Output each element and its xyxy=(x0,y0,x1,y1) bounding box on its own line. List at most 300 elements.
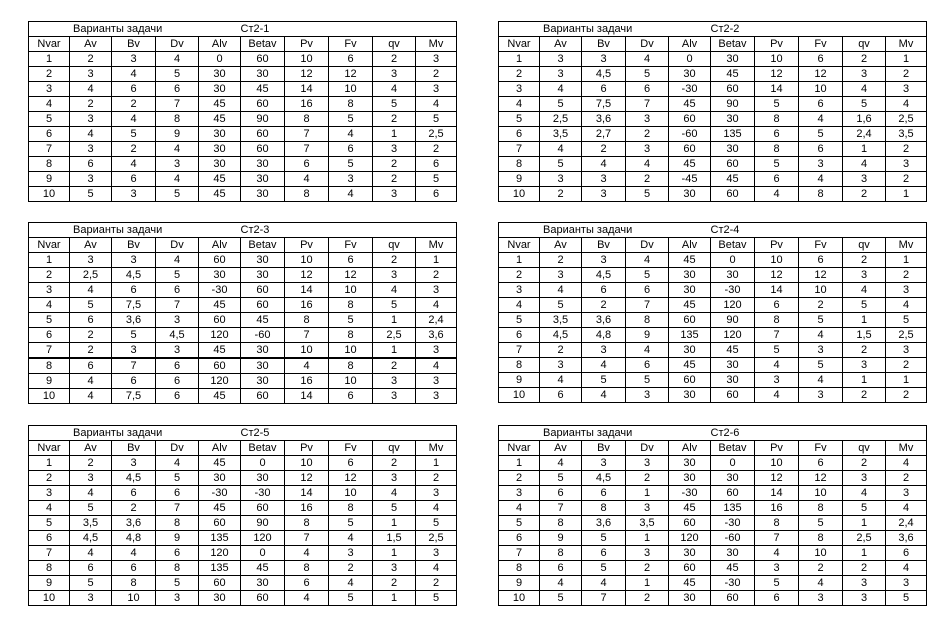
table-title-row xyxy=(499,22,927,37)
table-cell: 4 xyxy=(540,283,582,298)
table-cell: 4 xyxy=(112,157,156,172)
table-cell: 45 xyxy=(669,501,711,516)
table-cell: 4 xyxy=(29,97,70,112)
table-cell: 3,6 xyxy=(112,313,156,328)
table-cell: 2 xyxy=(29,268,70,283)
table-cell: 45 xyxy=(711,561,755,576)
table-cell: 2,5 xyxy=(373,328,416,343)
table-cell: 5 xyxy=(843,501,886,516)
table-cell: 3 xyxy=(112,52,156,67)
table-cell: 7 xyxy=(540,501,582,516)
table-cell: 4 xyxy=(626,343,669,358)
table-cell: 120 xyxy=(241,531,285,546)
table-cell: 5 xyxy=(416,516,457,531)
table-cell: -60 xyxy=(241,328,285,343)
table-cell: 45 xyxy=(711,67,755,82)
table-row xyxy=(499,283,927,298)
table-cell: 1 xyxy=(843,516,886,531)
table-cell: 1 xyxy=(373,127,416,142)
table-cell: 30 xyxy=(711,142,755,157)
column-header: Bv xyxy=(582,441,626,456)
table-cell: 10 xyxy=(755,52,799,67)
table-cell: 4 xyxy=(156,142,199,157)
table-cell: 60 xyxy=(669,516,711,531)
table-cell: 4 xyxy=(886,501,927,516)
table-cell: 3 xyxy=(373,374,416,389)
table-cell: 120 xyxy=(199,328,241,343)
table-cell: 10 xyxy=(285,52,329,67)
table-cell: 3 xyxy=(582,172,626,187)
table-cell: 4 xyxy=(70,546,112,561)
table-cell: 2 xyxy=(799,561,843,576)
table-cell: 30 xyxy=(669,343,711,358)
table-cell: 3 xyxy=(886,486,927,501)
table-id: Ст2-2 xyxy=(710,22,740,35)
column-header: Fv xyxy=(329,238,373,253)
table-cell: 6 xyxy=(499,328,540,343)
table-cell: 4 xyxy=(540,142,582,157)
table-cell: 5 xyxy=(540,97,582,112)
table-cell: 7 xyxy=(29,546,70,561)
table-cell: 8 xyxy=(285,561,329,576)
table-cell: 3,5 xyxy=(626,516,669,531)
table-cell: 7 xyxy=(285,328,329,343)
table-cell: 8 xyxy=(755,516,799,531)
table-cell: 7 xyxy=(156,97,199,112)
column-header: Fv xyxy=(799,441,843,456)
table-cell: 4 xyxy=(373,283,416,298)
table-cell: 2,5 xyxy=(886,112,927,127)
column-header: Pv xyxy=(285,238,329,253)
table-cell: 3,5 xyxy=(70,516,112,531)
table-row xyxy=(499,358,927,373)
table-cell: 8 xyxy=(755,313,799,328)
table-cell: 4 xyxy=(329,531,373,546)
table-cell: 30 xyxy=(199,268,241,283)
table-cell: 45 xyxy=(199,172,241,187)
column-header: Pv xyxy=(755,37,799,52)
table-cell: 3 xyxy=(329,172,373,187)
table-cell: 5 xyxy=(799,127,843,142)
table-cell: 30 xyxy=(711,268,755,283)
table-cell: 4 xyxy=(112,112,156,127)
column-header: Pv xyxy=(285,37,329,52)
table-row xyxy=(499,112,927,127)
table-cell: 10 xyxy=(755,456,799,471)
table-row xyxy=(29,358,457,374)
table-cell: 2,5 xyxy=(843,531,886,546)
column-header: Av xyxy=(540,441,582,456)
table-cell: 4 xyxy=(582,576,626,591)
table-cell: 1 xyxy=(29,52,70,67)
table-cell: 3 xyxy=(29,82,70,97)
table-cell: 8 xyxy=(499,561,540,576)
table-cell: 5 xyxy=(540,298,582,313)
table-cell: 7 xyxy=(29,343,70,359)
column-header: Fv xyxy=(329,441,373,456)
table-cell: 3 xyxy=(70,591,112,606)
table-cell: 16 xyxy=(285,501,329,516)
table-title-row xyxy=(499,426,927,441)
table-cell: 4 xyxy=(755,546,799,561)
table-cell: 3,6 xyxy=(582,313,626,328)
table-cell: 14 xyxy=(285,283,329,298)
table-cell: 120 xyxy=(669,531,711,546)
table-cell: 5 xyxy=(373,501,416,516)
table-cell: 4 xyxy=(285,358,329,374)
table-cell: 5 xyxy=(29,112,70,127)
table-cell: 6 xyxy=(799,456,843,471)
table-header-row xyxy=(29,441,457,456)
table-row xyxy=(499,67,927,82)
table-cell: 3 xyxy=(416,52,457,67)
table-cell: 12 xyxy=(799,268,843,283)
table-cell: 2,7 xyxy=(582,127,626,142)
table-cell: 2 xyxy=(499,67,540,82)
table-cell: 6 xyxy=(156,389,199,404)
table-cell: 3,6 xyxy=(582,112,626,127)
table-cell: 7 xyxy=(626,97,669,112)
table-cell: 1 xyxy=(886,187,927,202)
table-cell: 3 xyxy=(799,591,843,606)
table-cell: 10 xyxy=(285,456,329,471)
table-cell: 2 xyxy=(626,127,669,142)
table-row xyxy=(499,172,927,187)
table-title-label: Варианты задачи xyxy=(543,426,633,439)
column-header: Pv xyxy=(285,441,329,456)
table-cell: 2 xyxy=(886,358,927,373)
table-row xyxy=(29,561,457,576)
table-cell: 6 xyxy=(755,298,799,313)
table-cell: 4 xyxy=(843,82,886,97)
table-cell: 10 xyxy=(285,253,329,268)
column-header: Av xyxy=(540,37,582,52)
column-header: Pv xyxy=(755,238,799,253)
table-cell: 2 xyxy=(843,561,886,576)
table-cell: 45 xyxy=(711,172,755,187)
table-cell: 0 xyxy=(241,456,285,471)
table-cell: 12 xyxy=(755,268,799,283)
table-cell: 8 xyxy=(755,112,799,127)
table-cell: 10 xyxy=(799,82,843,97)
table-cell: 30 xyxy=(711,373,755,388)
table-cell: 3 xyxy=(626,388,669,403)
table-cell: 4 xyxy=(843,283,886,298)
column-header: Mv xyxy=(886,441,927,456)
table-cell: 6 xyxy=(29,531,70,546)
table-row xyxy=(29,142,457,157)
table-cell: 4,5 xyxy=(582,67,626,82)
table-cell: 5 xyxy=(799,358,843,373)
table-title-row xyxy=(29,22,457,37)
table-cell: 45 xyxy=(241,561,285,576)
table-cell: 10 xyxy=(285,343,329,359)
table-cell: 4 xyxy=(799,112,843,127)
table-cell: 3 xyxy=(373,142,416,157)
table-cell: 4 xyxy=(285,546,329,561)
table-cell: 3 xyxy=(70,112,112,127)
table-row xyxy=(499,546,927,561)
table-cell: 6 xyxy=(70,561,112,576)
table-cell: 135 xyxy=(199,561,241,576)
table-title-filler xyxy=(285,426,457,441)
column-header: qv xyxy=(843,238,886,253)
column-header: Dv xyxy=(626,37,669,52)
table-cell: 2,4 xyxy=(886,516,927,531)
table-cell: 7,5 xyxy=(582,97,626,112)
table-row xyxy=(499,486,927,501)
table-cell: 3 xyxy=(373,67,416,82)
table-cell: 135 xyxy=(711,501,755,516)
table-cell: 2 xyxy=(373,157,416,172)
table-row xyxy=(499,187,927,202)
table-cell: 45 xyxy=(199,343,241,359)
table-cell: 3 xyxy=(373,389,416,404)
table-cell: 16 xyxy=(285,374,329,389)
table-cell: 4 xyxy=(755,187,799,202)
table-cell: 3 xyxy=(582,187,626,202)
table-cell: 12 xyxy=(799,471,843,486)
table-cell: 2 xyxy=(329,561,373,576)
table-cell: 10 xyxy=(499,388,540,403)
table-cell: 5 xyxy=(755,157,799,172)
table-cell: 5 xyxy=(582,561,626,576)
table-cell: 3 xyxy=(499,283,540,298)
table-cell: 5 xyxy=(329,591,373,606)
table-cell: 45 xyxy=(199,112,241,127)
table-row xyxy=(29,516,457,531)
table-cell: 6 xyxy=(799,142,843,157)
column-header: Dv xyxy=(156,37,199,52)
table-cell: 5 xyxy=(70,576,112,591)
table-row xyxy=(499,82,927,97)
table-cell: 6 xyxy=(70,358,112,374)
table-cell: 3 xyxy=(70,253,112,268)
table-row xyxy=(29,456,457,471)
table-cell: 30 xyxy=(241,187,285,202)
table-cell: 12 xyxy=(755,67,799,82)
table-cell: 8 xyxy=(329,97,373,112)
table-cell: 3 xyxy=(373,471,416,486)
table-cell: 5 xyxy=(626,268,669,283)
table-row xyxy=(499,268,927,283)
table-cell: 5 xyxy=(373,298,416,313)
table-cell: 5 xyxy=(156,268,199,283)
table-cell: 30 xyxy=(669,268,711,283)
table-cell: 2 xyxy=(70,343,112,359)
column-header: Bv xyxy=(112,37,156,52)
table-cell: 6 xyxy=(156,283,199,298)
table-cell: 2 xyxy=(416,142,457,157)
table-cell: 12 xyxy=(799,67,843,82)
table-cell: 8 xyxy=(329,328,373,343)
column-header: Alv xyxy=(669,238,711,253)
table-cell: 2 xyxy=(540,343,582,358)
table-cell: 6 xyxy=(626,82,669,97)
table-cell: 45 xyxy=(669,298,711,313)
table-cell: 5 xyxy=(70,501,112,516)
table-cell: 2 xyxy=(886,172,927,187)
table-cell: 3 xyxy=(499,82,540,97)
table-cell: 4 xyxy=(799,328,843,343)
table-cell: 9 xyxy=(499,172,540,187)
table-cell: 0 xyxy=(199,52,241,67)
table-cell: 3 xyxy=(886,343,927,358)
table-cell: 2 xyxy=(843,456,886,471)
table-cell: 2 xyxy=(799,298,843,313)
table-cell: 8 xyxy=(799,187,843,202)
table-cell: 4 xyxy=(29,298,70,313)
column-header: Alv xyxy=(669,37,711,52)
table-cell: 6 xyxy=(329,253,373,268)
table-cell: 3 xyxy=(373,561,416,576)
table-cell: 9 xyxy=(540,531,582,546)
table-cell: 4 xyxy=(416,501,457,516)
table-cell: 5 xyxy=(156,67,199,82)
table-row xyxy=(29,82,457,97)
table-cell: 5 xyxy=(329,112,373,127)
table-row xyxy=(499,591,927,606)
table-cell: 8 xyxy=(540,546,582,561)
table-cell: 30 xyxy=(669,546,711,561)
table-cell: 5 xyxy=(499,313,540,328)
table-cell: 5 xyxy=(112,328,156,343)
table-cell: 4,5 xyxy=(70,531,112,546)
table-cell: -30 xyxy=(711,283,755,298)
table-cell: 30 xyxy=(241,343,285,359)
table-cell: 4 xyxy=(416,358,457,374)
table-cell: 3 xyxy=(799,157,843,172)
table-cell: 5 xyxy=(755,97,799,112)
table-cell: 60 xyxy=(711,591,755,606)
table-cell: 3 xyxy=(329,546,373,561)
table-cell: 4 xyxy=(499,298,540,313)
table-cell: 6 xyxy=(329,142,373,157)
table-cell: 4 xyxy=(285,172,329,187)
table-cell: 3 xyxy=(626,142,669,157)
table-cell: 9 xyxy=(156,127,199,142)
table-cell: 6 xyxy=(626,358,669,373)
variant-table-5 xyxy=(28,425,457,606)
table-cell: 6 xyxy=(156,82,199,97)
table-row xyxy=(499,516,927,531)
table-cell: 4 xyxy=(755,388,799,403)
table-cell: 6 xyxy=(540,388,582,403)
table-cell: 120 xyxy=(711,328,755,343)
column-header: Bv xyxy=(112,441,156,456)
table-cell: 3 xyxy=(540,358,582,373)
table-cell: 6 xyxy=(112,82,156,97)
table-cell: 3 xyxy=(843,591,886,606)
table-cell: 60 xyxy=(199,516,241,531)
table-id-cell xyxy=(241,223,285,238)
table-cell: 5 xyxy=(416,591,457,606)
table-id-cell xyxy=(241,22,285,37)
table-cell: 1 xyxy=(499,52,540,67)
table-cell: 3 xyxy=(416,283,457,298)
table-cell: 30 xyxy=(669,591,711,606)
table-cell: 30 xyxy=(669,283,711,298)
table-cell: -30 xyxy=(711,516,755,531)
table-cell: 2 xyxy=(373,456,416,471)
table-row xyxy=(499,298,927,313)
table-cell: 60 xyxy=(199,313,241,328)
table-row xyxy=(29,486,457,501)
table-cell: 60 xyxy=(711,82,755,97)
table-cell: 1 xyxy=(626,531,669,546)
table-cell: 10 xyxy=(329,486,373,501)
table-row xyxy=(499,561,927,576)
table-cell: 4 xyxy=(886,97,927,112)
column-header: Betav xyxy=(241,37,285,52)
table-cell: 3 xyxy=(416,389,457,404)
table-title-cell xyxy=(499,22,711,37)
table-cell: 2 xyxy=(70,52,112,67)
table-cell: -30 xyxy=(711,576,755,591)
table-row xyxy=(29,501,457,516)
table-cell: 4 xyxy=(886,298,927,313)
table-row xyxy=(29,298,457,313)
table-cell: 30 xyxy=(669,388,711,403)
column-header: Fv xyxy=(329,37,373,52)
column-header: Bv xyxy=(582,37,626,52)
table-cell: 3 xyxy=(70,67,112,82)
table-cell: 3 xyxy=(70,471,112,486)
table-cell: 3,5 xyxy=(540,127,582,142)
table-cell: 2 xyxy=(373,358,416,374)
table-row xyxy=(29,172,457,187)
table-cell: 2 xyxy=(886,268,927,283)
table-row xyxy=(499,501,927,516)
table-cell: 0 xyxy=(241,546,285,561)
table-cell: 2 xyxy=(499,471,540,486)
table-cell: 2 xyxy=(70,328,112,343)
table-title-cell xyxy=(499,223,711,238)
table-header-row xyxy=(29,37,457,52)
table-cell: 3 xyxy=(582,456,626,471)
table-cell: 2 xyxy=(112,501,156,516)
table-cell: 60 xyxy=(241,298,285,313)
table-title-row xyxy=(29,426,457,441)
table-cell: 5 xyxy=(843,298,886,313)
table-cell: 5 xyxy=(755,343,799,358)
table-cell: 45 xyxy=(199,456,241,471)
table-cell: 2 xyxy=(416,576,457,591)
table-id-cell xyxy=(711,22,755,37)
table-cell: 2 xyxy=(843,343,886,358)
table-cell: 3 xyxy=(112,456,156,471)
column-header: Fv xyxy=(799,37,843,52)
table-cell: 7 xyxy=(156,298,199,313)
table-cell: 3 xyxy=(373,268,416,283)
table-cell: 6 xyxy=(70,157,112,172)
table-cell: 4 xyxy=(799,172,843,187)
table-cell: 6 xyxy=(70,313,112,328)
table-cell: 60 xyxy=(241,591,285,606)
table-cell: 30 xyxy=(241,268,285,283)
table-cell: -30 xyxy=(669,82,711,97)
table-cell: 3 xyxy=(843,172,886,187)
table-title-label: Варианты задачи xyxy=(73,426,163,439)
column-header: Betav xyxy=(711,441,755,456)
table-cell: 5 xyxy=(626,187,669,202)
column-header: Mv xyxy=(886,238,927,253)
table-cell: 6 xyxy=(112,561,156,576)
table-cell: 45 xyxy=(199,298,241,313)
table-row xyxy=(499,142,927,157)
column-header: Dv xyxy=(156,238,199,253)
table-cell: 2,5 xyxy=(70,268,112,283)
